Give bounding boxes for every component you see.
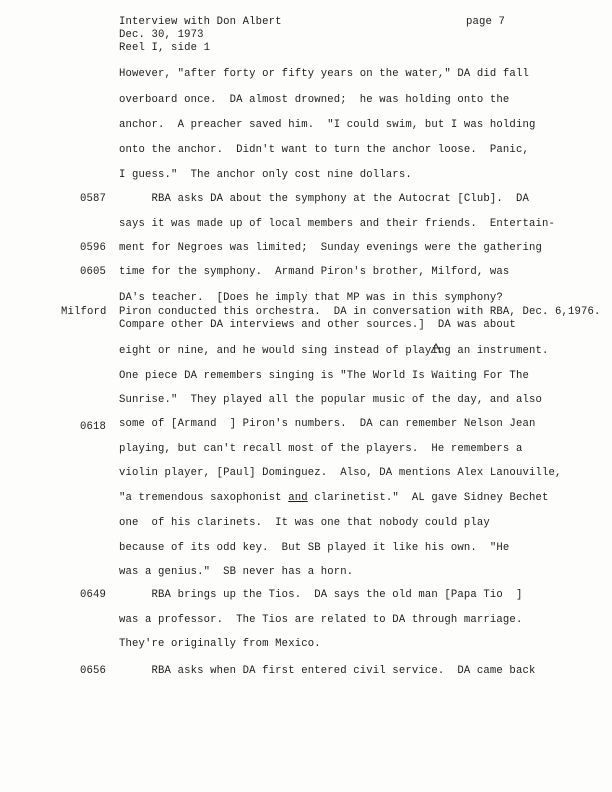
- body-line: DA's teacher. [Does he imply that MP was in this symphony?: [119, 292, 503, 304]
- body-line: one of his clarinets. It was one that nobody could play: [119, 517, 490, 529]
- body-line: Sunrise." They played all the popular music of the day, and also: [119, 394, 542, 406]
- body-line: RBA asks DA about the symphony at the Autocrat [Club]. DA: [119, 193, 529, 205]
- handwritten-mark-icon: [429, 341, 443, 355]
- margin-code-0605: 0605: [80, 266, 107, 278]
- header-title: Interview with Don Albert: [119, 16, 282, 28]
- body-line: was a genius." SB never has a horn.: [119, 566, 354, 578]
- margin-code-0596: 0596: [80, 242, 107, 254]
- body-line-part: clarinetist." AL gave Sidney Bechet: [307, 492, 549, 504]
- body-line: overboard once. DA almost drowned; he was holding onto the: [119, 94, 510, 106]
- body-line: playing, but can't recall most of the players. He remembers a: [119, 443, 523, 455]
- body-line: says it was made up of local members and their friends. Entertain-: [119, 218, 555, 230]
- body-line: was a professor. The Tios are related to DA through marriage.: [119, 614, 523, 626]
- header-reel: Reel I, side 1: [119, 42, 211, 54]
- underlined-word: and: [288, 492, 308, 504]
- body-line-bracketed-note: Piron conducted this orchestra. DA in conversation with RBA, Dec. 6,1976.: [119, 306, 601, 318]
- body-line: eight or nine, and he would sing instead of playing an instrument.: [119, 345, 549, 357]
- body-line: violin player, [Paul] Dominguez. Also, DA mentions Alex Lanouville,: [119, 467, 562, 479]
- margin-code-0649: 0649: [80, 589, 107, 601]
- body-line: [119, 492, 549, 504]
- body-line: because of its odd key. But SB played it like his own. "He: [119, 542, 510, 554]
- body-line: some of [Armand ] Piron's numbers. DA can remember Nelson Jean: [119, 418, 536, 430]
- margin-code-0618: 0618: [80, 421, 107, 433]
- body-line: onto the anchor. Didn't want to turn the anchor loose. Panic,: [119, 144, 529, 156]
- header-date: Dec. 30, 1973: [119, 29, 204, 41]
- body-line: time for the symphony. Armand Piron's brother, Milford, was: [119, 266, 510, 278]
- body-line: RBA brings up the Tios. DA says the old man [Papa Tio ]: [119, 589, 523, 601]
- body-line: They're originally from Mexico.: [119, 638, 321, 650]
- body-line: RBA asks when DA first entered civil service. DA came back: [119, 665, 536, 677]
- body-line-part: "a tremendous saxophonist: [119, 492, 289, 504]
- page-number: page 7: [466, 16, 506, 28]
- body-line: One piece DA remembers singing is "The World Is Waiting For The: [119, 370, 529, 382]
- margin-note-milford: Milford: [61, 306, 107, 318]
- body-line: However, "after forty or fifty years on the water," DA did fall: [119, 68, 529, 80]
- body-line: ment for Negroes was limited; Sunday evenings were the gathering: [119, 242, 542, 254]
- margin-code-0656: 0656: [80, 665, 107, 677]
- body-line: anchor. A preacher saved him. "I could swim, but I was holding: [119, 119, 536, 131]
- body-line-bracketed-note: Compare other DA interviews and other sources.] DA was about: [119, 319, 516, 331]
- body-line: I guess." The anchor only cost nine dollars.: [119, 169, 412, 181]
- margin-code-0587: 0587: [80, 193, 107, 205]
